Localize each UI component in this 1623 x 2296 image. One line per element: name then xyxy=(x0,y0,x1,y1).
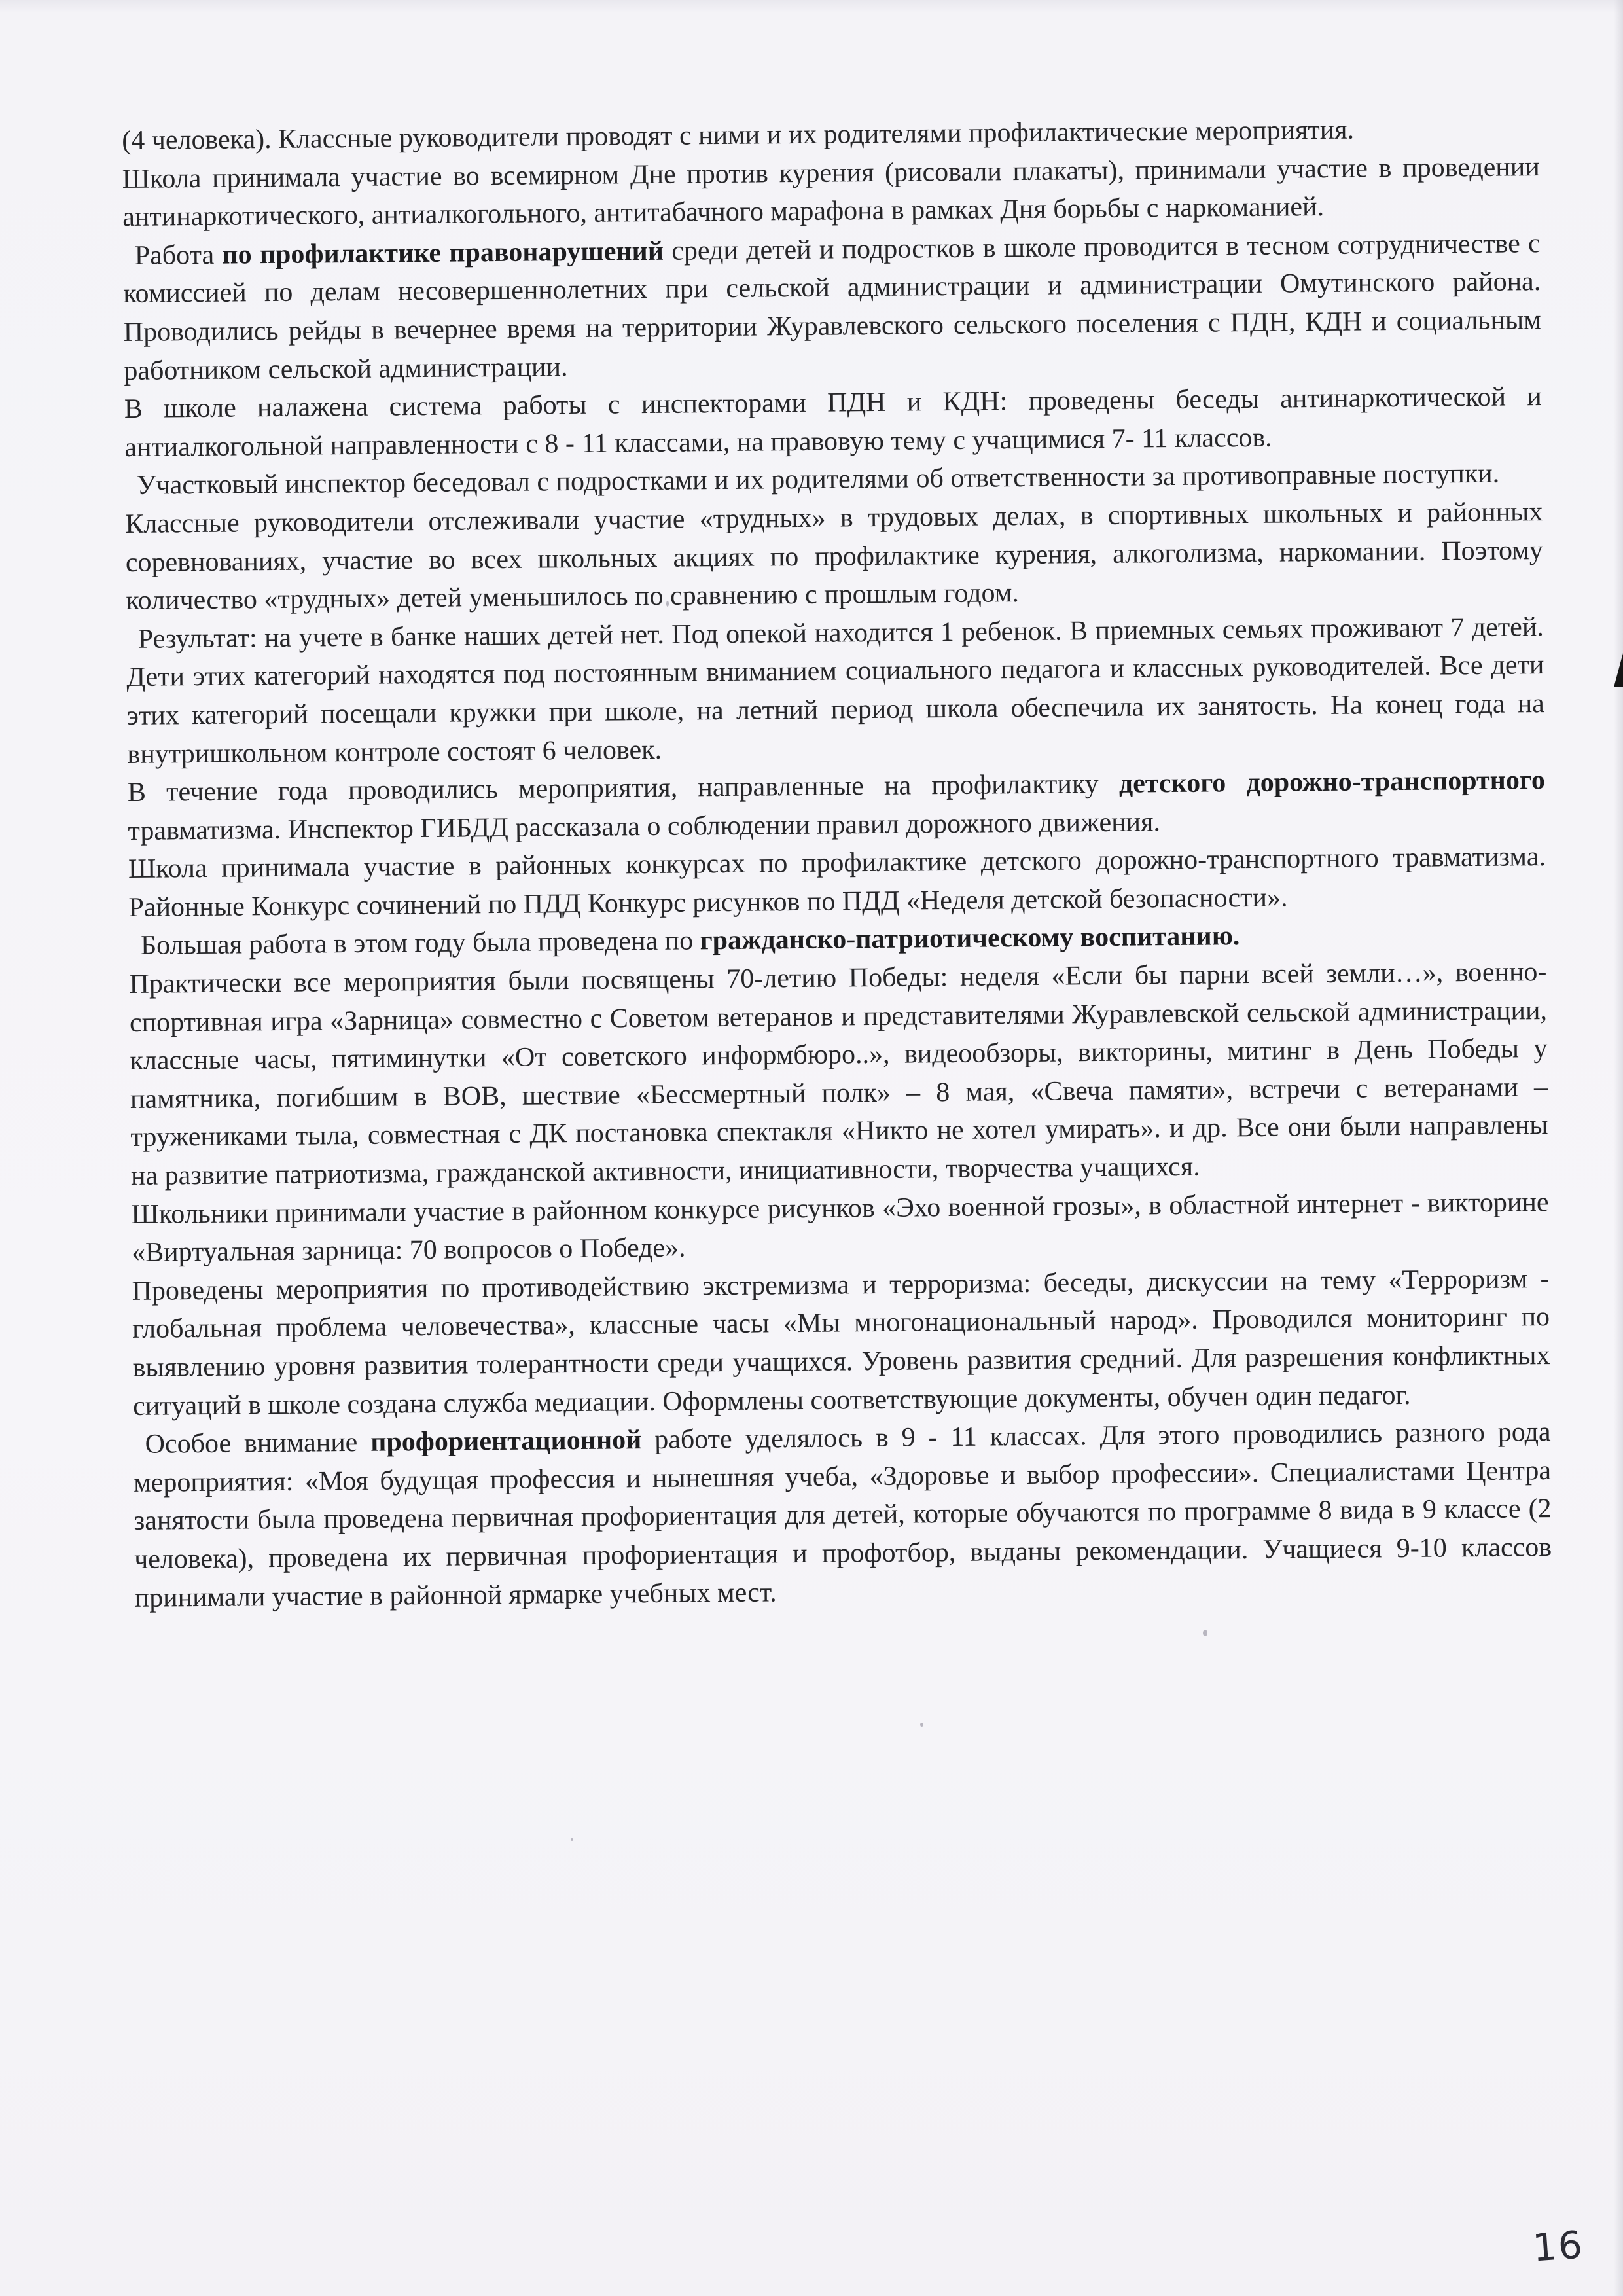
paragraph-text: Результат: на учете в банке наших детей нет. Под опекой находится 1 ребенок. В приемных семьях проживают 7 детей. Дети этих категорий находятся под постоянным вниманием социального педагога и классных руководителей. Все дети этих категорий посещали кружки при школе, на летний период школа обеспечила их занятость. На конец года на внутришкольном контроле состоят 6 человек. xyxy=(126,611,1545,770)
paragraph xyxy=(125,493,1543,620)
paragraph-text: Проведены мероприятия по противодействию экстремизма и терроризма: беседы, дискуссии на тему «Терроризм - глобальная проблема человечества», классные часы «Мы многонациональный народ». Проводился мониторинг по выявлению уровня развития толерантности среди учащихся. Уровень развития средний. Для разрешения конфликтных ситуаций в школе создана служба медиации. Оформлены соответствующие документы, обучен один педагог. xyxy=(132,1263,1550,1422)
paragraph-text: работе уделялось в 9 - 11 классах. Для этого проводились разного рода мероприятия: «Моя будущая профессия и нынешняя учеба, «Здоровье и выбор профессии». Специалистами Центра занятости была проведена первичная профориентация для детей, которые обучаются по программе 8 вида в 9 классе (2 человека), проведена их первичная профориентация и профотбор, выданы рекомендации. Учащиеся 9-10 классов принимали участие в районной ярмарке учебных мест. xyxy=(133,1417,1552,1613)
page-number: 16 xyxy=(1531,2222,1586,2270)
bold-heading-text: гражданско-патриотическому воспитанию. xyxy=(700,921,1240,956)
paragraph-text: травматизма. Инспектор ГИБДД рассказала о соблюдении правил дорожного движения. xyxy=(128,806,1161,846)
paragraph xyxy=(129,953,1548,1195)
paragraph-text: (4 человека). Классные руководители проводят с ними и их родителями профилактические мероприятия. xyxy=(122,115,1355,156)
paragraph xyxy=(123,224,1542,390)
bold-heading-text: детского дорожно-транспортного xyxy=(1118,765,1546,799)
paragraph-text: Участковый инспектор беседовал с подростками и их родителями об ответственности за противоправные поступки. xyxy=(136,458,1500,501)
paragraph-text: В течение года проводились мероприятия, направленные на профилактику xyxy=(127,768,1120,808)
scan-speck xyxy=(920,1723,923,1727)
document-body xyxy=(122,109,1552,1617)
paragraph-text: Особое внимание xyxy=(145,1427,371,1460)
scan-speck xyxy=(571,1838,573,1841)
binder-edge-mark xyxy=(1614,653,1623,687)
paragraph-text: В школе налажена система работы с инспекторами ПДН и КДН: проведены беседы антинаркотической и антиалкогольной направленности с 8 - 11 классами, на правовую тему с учащимися 7- 11 классов. xyxy=(124,382,1542,463)
paragraph xyxy=(122,148,1541,237)
paragraph xyxy=(128,761,1546,850)
paragraph xyxy=(128,838,1546,927)
bold-heading-text: по профилактике правонарушений xyxy=(222,236,664,270)
paragraph-text: Работа xyxy=(134,240,223,271)
paragraph xyxy=(131,1183,1549,1272)
paragraph xyxy=(126,608,1545,774)
paragraph-text: среди детей и подростков в школе проводится в тесном сотрудничестве с комиссией по делам несовершеннолетних при сельской администрации и администрации Омутинского района. Проводились рейды в вечернее время на территории Журавлевского сельского поселения с ПДН, КДН и социальным работником сельской администрации. xyxy=(123,228,1541,386)
bold-heading-text: профориентационной xyxy=(370,1425,642,1458)
paragraph-text: Школа принимала участие в районных конкурсах по профилактике детского дорожно-транспортного травматизма. Районные Конкурс сочинений по ПДД Конкурс рисунков по ПДД «Неделя детской безопасности». xyxy=(128,842,1546,923)
paragraph-text: Практически все мероприятия были посвящены 70-летию Победы: неделя «Если бы парни всей земли…», военно-спортивная игра «Зарница» совместно с Советом ветеранов и представителями Журавлевской сельской администрации, классные часы, пятиминутки «От советского информбюро..», видеообзоры, викторины, митинг в День Победы у памятника, погибшим в ВОВ, шествие «Бессмертный полк» – 8 мая, «Свеча памяти», встречи с ветеранами – тружениками тыла, совместная с ДК постановка спектакля «Никто не хотел умирать». и др. Все они были направлены на развитие патриотизма, гражданской активности, инициативности, творчества учащихся. xyxy=(129,957,1548,1191)
paragraph-text: Школа принимала участие во всемирном Дне против курения (рисовали плакаты), принимали участие в проведении антинаркотического, антиалкогольного, антитабачного марафона в рамках Дня борьбы с наркоманией. xyxy=(122,151,1540,233)
paragraph-text: Классные руководители отслеживали участие «трудных» в трудовых делах, в спортивных школьных и районных соревнованиях, участие во всех школьных акциях по профилактике курения, алкоголизма, наркомании. Поэтому количество «трудных» детей уменьшилось по сравнению с прошлым годом. xyxy=(125,497,1543,617)
scan-speck xyxy=(1203,1630,1207,1636)
paragraph xyxy=(133,1413,1552,1617)
paragraph-text: Школьники принимали участие в районном конкурсе рисунков «Эхо военной грозы», в областной интернет - викторине «Виртуальная зарница: 70 вопросов о Победе». xyxy=(131,1187,1549,1268)
paragraph xyxy=(124,378,1543,467)
scan-edge-shadow xyxy=(1614,0,1623,2296)
paragraph-text: Большая работа в этом году была проведена по xyxy=(140,925,700,961)
paragraph xyxy=(132,1260,1550,1426)
